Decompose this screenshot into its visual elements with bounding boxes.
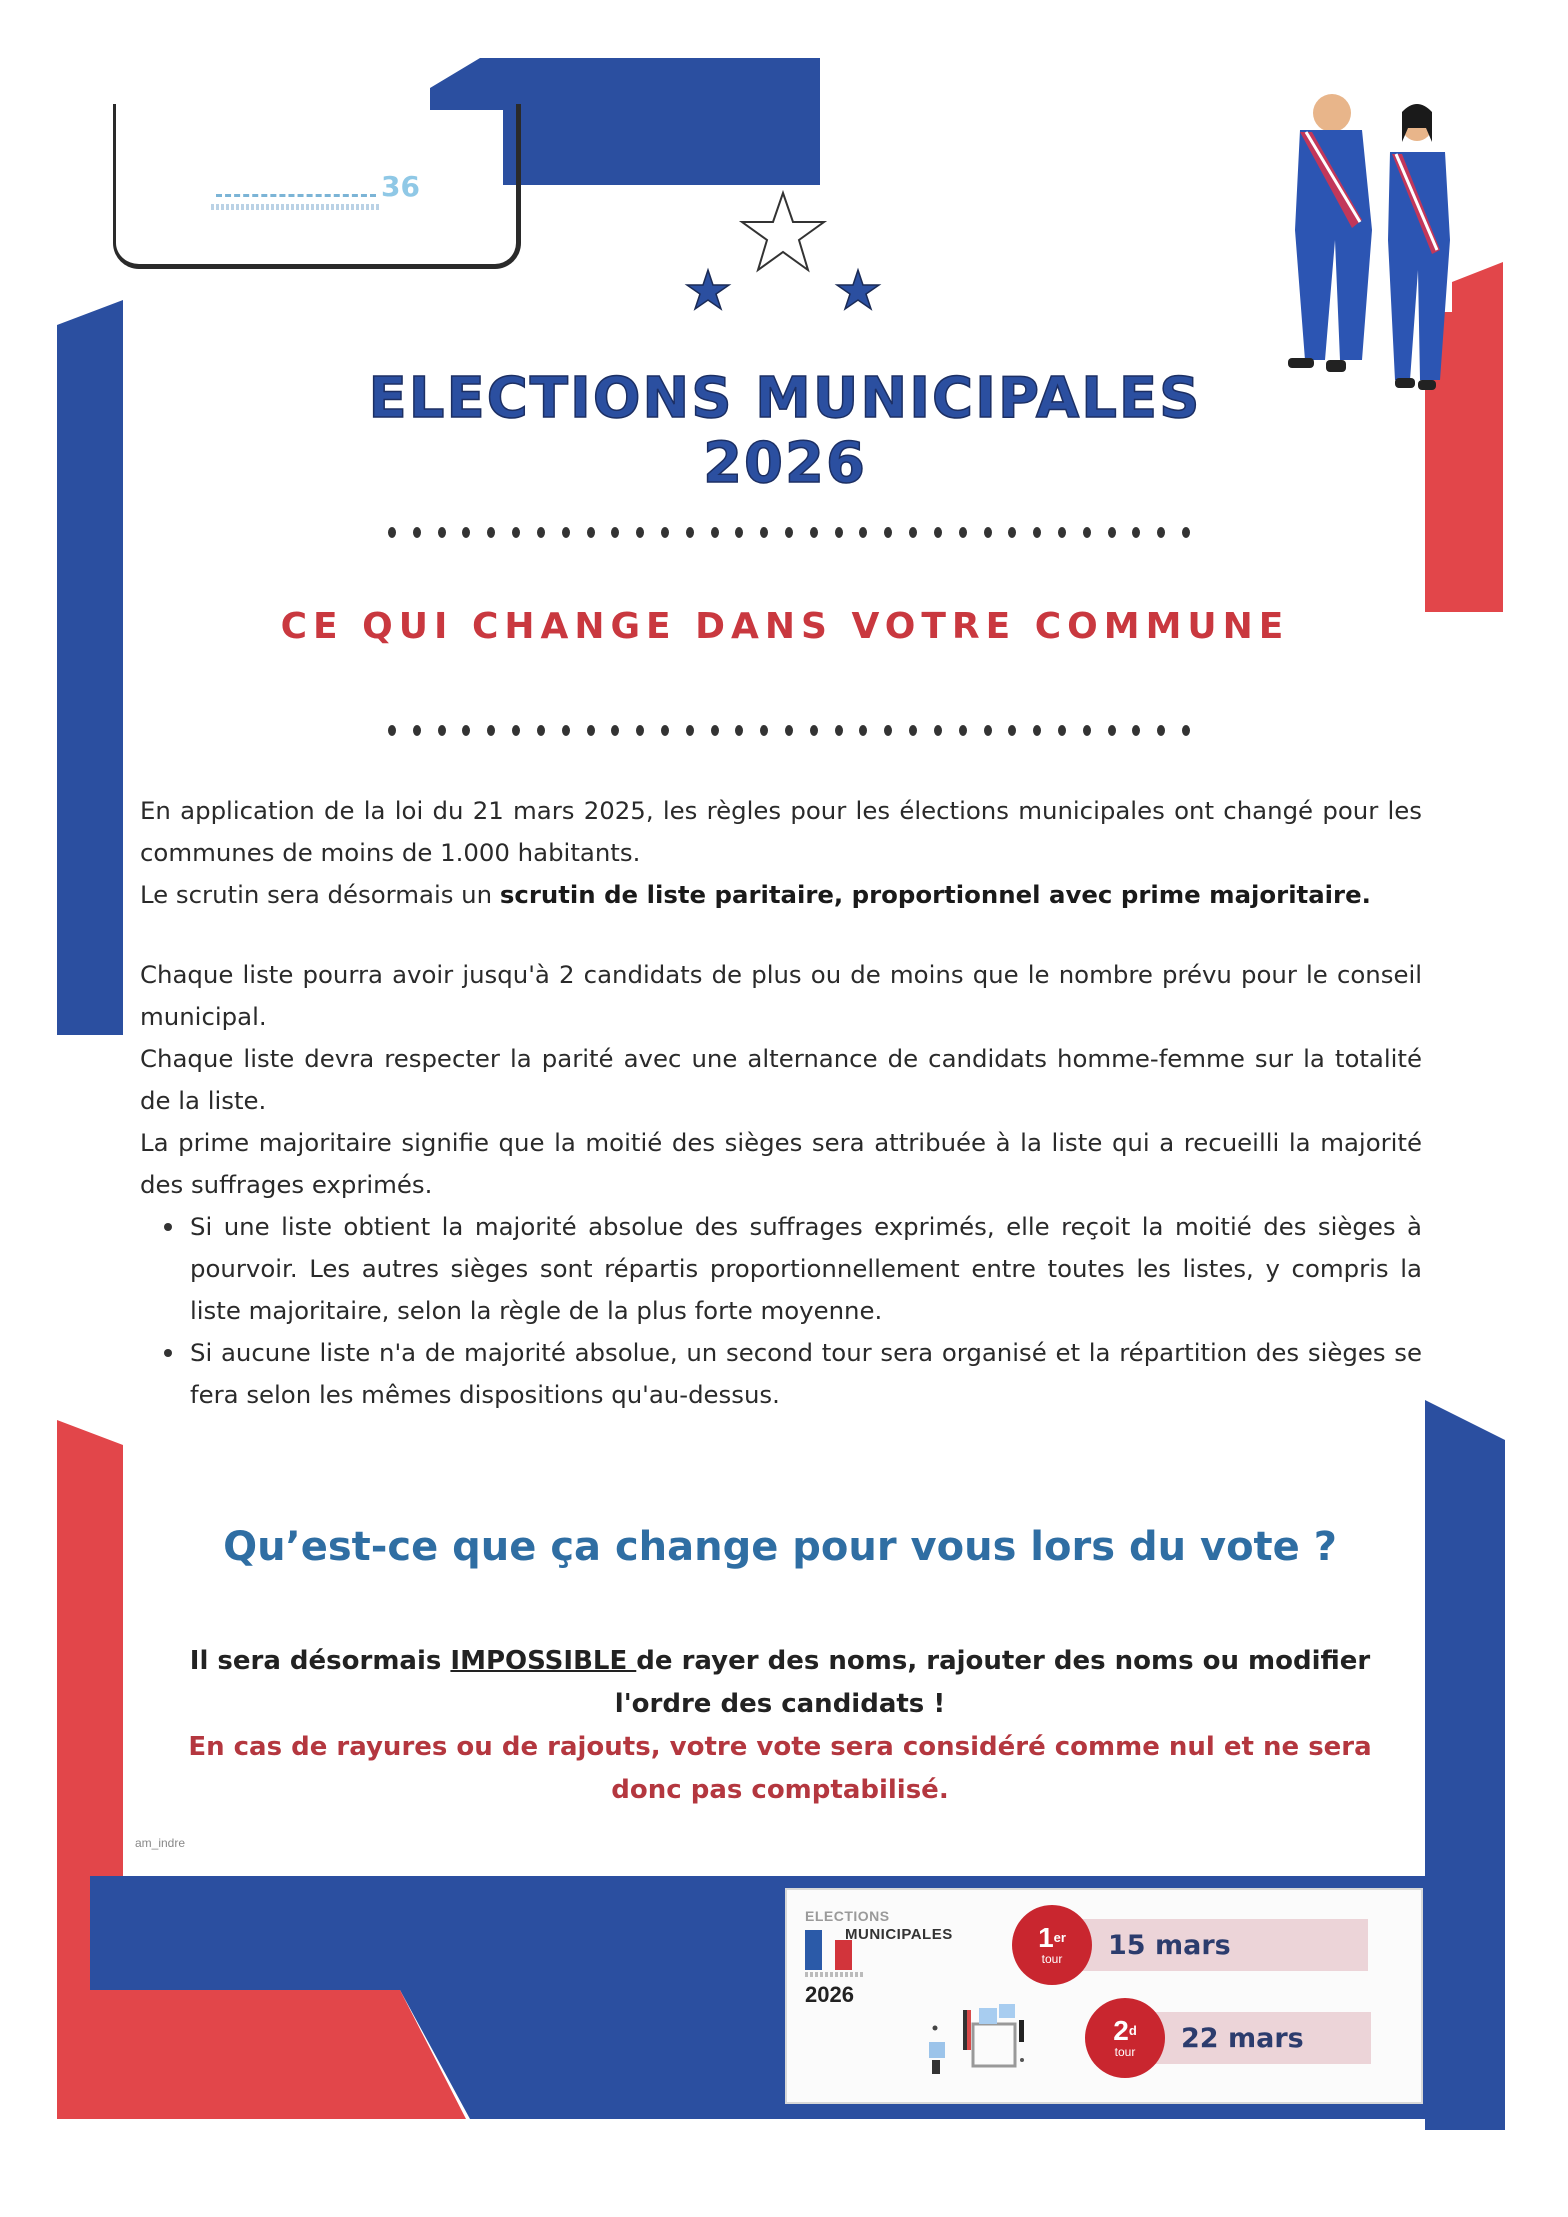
divider-dot [611,725,619,736]
divider-dot [785,527,793,538]
divider-dot [636,725,644,736]
divider-dot [636,527,644,538]
divider-dot [1008,725,1016,736]
organization-logo-box [113,104,521,269]
article-body [140,790,1422,1416]
divider-dot [413,527,421,538]
divider-dot [661,725,669,736]
divider-dot [1083,527,1091,538]
flag-blue-stripe [805,1930,822,1970]
divider-dot [984,725,992,736]
divider-dot [1157,725,1165,736]
divider-dot [1157,527,1165,538]
divider-dot [884,527,892,538]
scrutin-paragraph [140,874,1422,916]
divider-dot [1058,725,1066,736]
divider-dot [661,527,669,538]
first-round-date: 15 mars [1080,1919,1368,1971]
divider-dot [686,725,694,736]
second-round-date: 22 mars [1153,2012,1371,2064]
logo-text-line [216,194,376,200]
first-round-badge [1012,1905,1092,1985]
divider-dot [1083,725,1091,736]
divider-dot [462,527,470,538]
round-label: tour [1114,2045,1136,2059]
divider-dot [438,725,446,736]
round-number: 1er [1038,1922,1066,1953]
divider-dot [487,725,495,736]
divider-dot [686,527,694,538]
divider-dot [1182,527,1190,538]
candidates-paragraph: Chaque liste pourra avoir jusqu'à 2 candidats de plus ou de moins que le nombre prévu pour le conseil municipal. [140,960,1422,1031]
vote-question-heading: Qu’est-ce que ça change pour vous lors du vote ? [223,1524,1337,1570]
divider-dot [438,527,446,538]
divider-dot [1182,725,1190,736]
divider-dot [859,527,867,538]
divider-dot [537,527,545,538]
divider-dot [487,527,495,538]
divider-dot [760,527,768,538]
divider-dot [785,725,793,736]
filled-star-icon [837,270,879,309]
divider-dot [760,725,768,736]
divider-dot [1132,527,1140,538]
section-subtitle: CE QUI CHANGE DANS VOTRE COMMUNE [280,606,1290,647]
mayor-figures-illustration [1288,94,1450,390]
majority-bonus-paragraph: La prime majoritaire signifie que la moitié des sièges sera attribuée à la liste qui a recueilli la majorité des suffrages exprimés. [140,1128,1422,1199]
election-dates-card [785,1888,1423,2104]
second-round [1085,1998,1371,2078]
second-round-badge [1085,1998,1165,2078]
divider-dot [735,725,743,736]
divider-dot [959,725,967,736]
mini-logo-tagline [805,1972,865,1977]
divider-dot [810,725,818,736]
divider-dot [711,527,719,538]
divider-dot [1108,527,1116,538]
outline-star-icon [742,193,824,270]
scrutin-emphasis: scrutin de liste paritaire, proportionnel avec prime majoritaire. [499,880,1371,909]
divider-dot [512,725,520,736]
divider-dot [1033,725,1041,736]
warning-main [150,1640,1410,1726]
divider-dot [1008,527,1016,538]
warning-consequence: En cas de rayures ou de rajouts, votre vote sera considéré comme nul et ne sera donc pas comptabilisé. [188,1732,1372,1805]
divider-dot [611,527,619,538]
divider-dot [735,527,743,538]
round-number: 2$^d$ [1113,2015,1137,2046]
divider-dot [884,725,892,736]
ballot-box-illustration [927,2000,1047,2090]
divider-dot [1033,527,1041,538]
right-blue-band [1425,1400,1505,2130]
mini-logo-municipales: MUNICIPALES [845,1926,953,1943]
mini-logo-year: 2026 [805,1982,854,2007]
divider-dot [562,527,570,538]
divider-dot [413,725,421,736]
divider-dot [909,725,917,736]
divider-dot [1058,527,1066,538]
intro-paragraph: En application de la loi du 21 mars 2025, les règles pour les élections municipales ont changé pour les communes de moins de 1.000 habitants. [140,796,1422,867]
round-label: tour [1041,1952,1063,1966]
divider-dot [810,527,818,538]
divider-dot [562,725,570,736]
warning-suffix: de rayer des noms, rajouter des noms ou modifier l'ordre des candidats ! [614,1646,1371,1719]
divider-dot [388,725,396,736]
flag-red-stripe [835,1940,852,1970]
filled-star-icon [687,270,729,309]
divider-dot [388,527,396,538]
divider-dot [835,527,843,538]
divider-dot [984,527,992,538]
dotted-divider-bottom [388,725,1190,737]
vote-warning [150,1640,1410,1812]
divider-dot [835,725,843,736]
page-title: ELECTIONS MUNICIPALES 2026 [368,366,1202,496]
rules-list-item: Si une liste obtient la majorité absolue des suffrages exprimés, elle reçoit la moitié des sièges à pourvoir. Les autres sièges sont répartis proportionnellement entre toutes les listes, y compris la liste majoritaire, selon la règle de la plus forte moyenne. [190,1206,1422,1332]
divider-dot [959,527,967,538]
divider-dot [537,725,545,736]
left-blue-band [57,300,123,1035]
first-round [1012,1905,1368,1985]
logo-number: 36 [381,170,420,203]
warning-prefix: Il sera désormais [189,1646,451,1676]
dotted-divider-top [388,527,1190,539]
divider-dot [462,725,470,736]
scrutin-prefix: Le scrutin sera désormais un [140,880,500,909]
divider-dot [587,527,595,538]
logo-subtext [211,204,381,210]
mini-logo-elections: ELECTIONS [805,1908,890,1924]
divider-dot [587,725,595,736]
divider-dot [1108,725,1116,736]
warning-emphasis: IMPOSSIBLE [450,1646,637,1676]
divider-dot [711,725,719,736]
divider-dot [1132,725,1140,736]
divider-dot [909,527,917,538]
divider-dot [512,527,520,538]
divider-dot [859,725,867,736]
rules-list [140,1206,1422,1416]
divider-dot [934,725,942,736]
divider-dot [934,527,942,538]
parity-paragraph: Chaque liste devra respecter la parité avec une alternance de candidats homme-femme sur la totalité de la liste. [140,1044,1422,1115]
rules-list-item: Si aucune liste n'a de majorité absolue, un second tour sera organisé et la répartition des sièges se fera selon les mêmes dispositions qu'au-dessus. [190,1332,1422,1416]
credit-tag: am_indre [135,1836,186,1850]
